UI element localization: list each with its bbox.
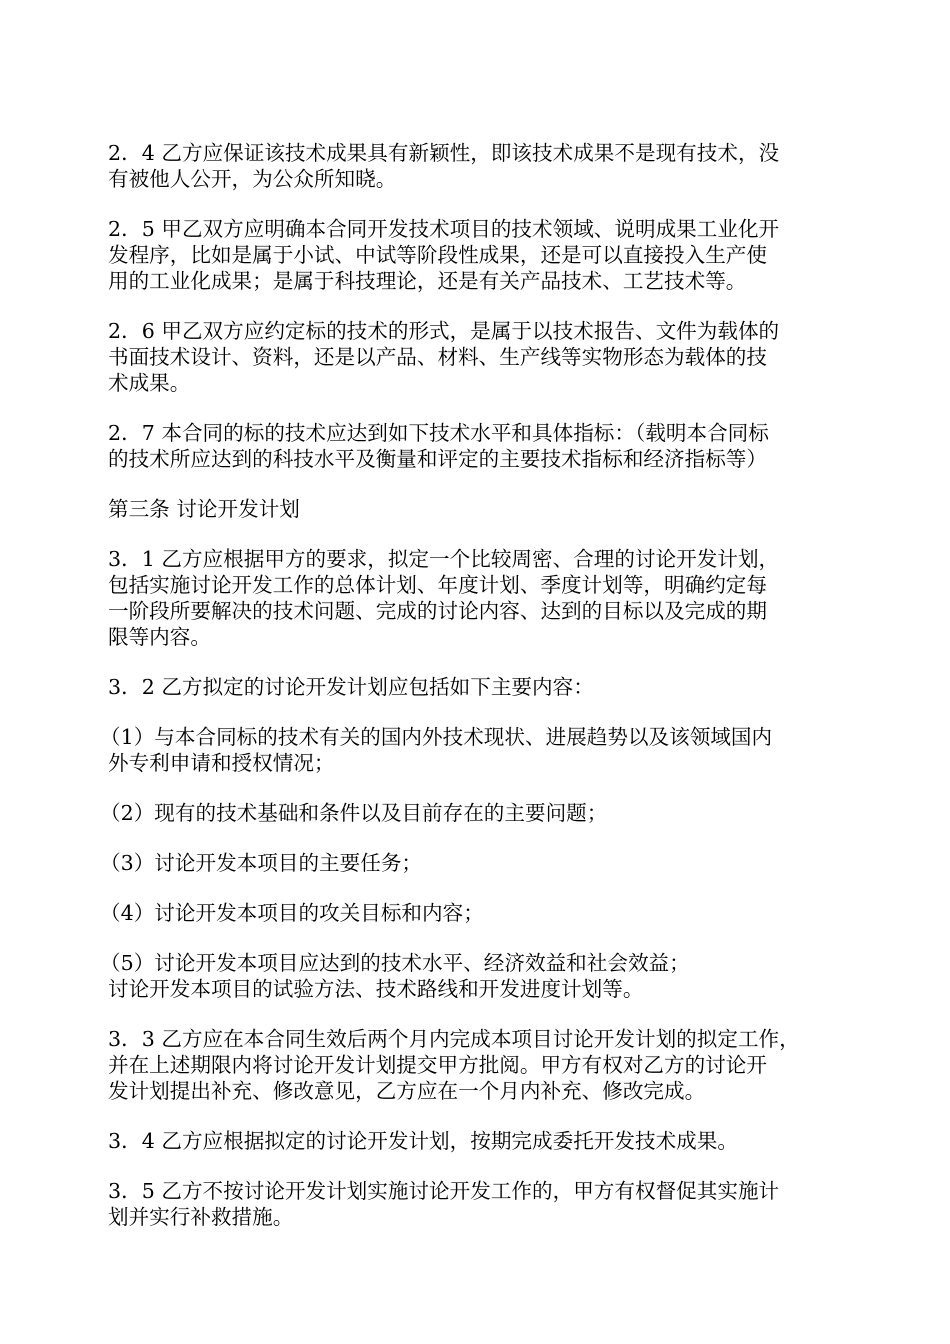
text-line: （3）讨论开发本项目的主要任务； (100, 851, 423, 875)
text-line: （5）讨论开发本项目应达到的技术水平、经济效益和社会效益； (100, 951, 690, 975)
text-line: 3．3 乙方应在本合同生效后两个月内完成本项目讨论开发计划的拟定工作， (108, 1027, 800, 1051)
text-line: 2．6 甲乙双方应约定标的技术的形式，是属于以技术报告、文件为载体的 (108, 319, 780, 343)
text-line: 发计划提出补充、修改意见，乙方应在一个月内补充、修改完成。 (108, 1079, 706, 1103)
text-line: 的技术所应达到的科技水平及衡量和评定的主要技术指标和经济指标等） (108, 447, 767, 471)
text-line: 书面技术设计、资料，还是以产品、材料、生产线等实物形态为载体的技 (108, 345, 767, 369)
text-line: 3．4 乙方应根据拟定的讨论开发计划，按期完成委托开发技术成果。 (108, 1129, 738, 1153)
text-line: 术成果。 (108, 371, 191, 395)
text-line: 2．5 甲乙双方应明确本合同开发技术项目的技术领域、说明成果工业化开 (108, 217, 780, 241)
text-line: 发程序，比如是属于小试、中试等阶段性成果，还是可以直接投入生产使 (108, 243, 767, 267)
text-line: （4）讨论开发本项目的攻关目标和内容； (100, 901, 484, 925)
clause-2-6 (108, 318, 848, 396)
clause-3-2 (108, 674, 848, 700)
text-line: 讨论开发本项目的试验方法、技术路线和开发进度计划等。 (108, 977, 644, 1001)
text-line: 用的工业化成果；是属于科技理论，还是有关产品技术、工艺技术等。 (108, 269, 747, 293)
text-line: 2．4 乙方应保证该技术成果具有新颖性，即该技术成果不是现有技术，没 (108, 141, 780, 165)
clause-3-5 (108, 1178, 848, 1230)
clause-2-4 (108, 140, 848, 192)
clause-3-1 (108, 546, 848, 650)
text-line: 并在上述期限内将讨论开发计划提交甲方批阅。甲方有权对乙方的讨论开 (108, 1053, 767, 1077)
text-line: 3．1 乙方应根据甲方的要求，拟定一个比较周密、合理的讨论开发计划， (108, 547, 780, 571)
list-item-4 (100, 900, 848, 926)
heading-line: 第三条 讨论开发计划 (108, 497, 300, 521)
text-line: 2．7 本合同的标的技术应达到如下技术水平和具体指标：（载明本合同标 (108, 421, 769, 445)
text-line: 外专利申请和授权情况； (108, 751, 335, 775)
list-item-2 (100, 800, 848, 826)
text-line: 有被他人公开，为公众所知晓。 (108, 167, 397, 191)
list-item-5 (100, 950, 848, 1002)
text-line: 一阶段所要解决的技术问题、完成的讨论内容、达到的目标以及完成的期 (108, 599, 767, 623)
clause-2-7 (108, 420, 848, 472)
text-line: 限等内容。 (108, 625, 211, 649)
article-3-heading (108, 496, 848, 522)
text-line: 3．5 乙方不按讨论开发计划实施讨论开发工作的，甲方有权督促其实施计 (108, 1179, 780, 1203)
list-item-3 (100, 850, 848, 876)
document-page (100, 140, 848, 1254)
text-line: 包括实施讨论开发工作的总体计划、年度计划、季度计划等，明确约定每 (108, 573, 767, 597)
text-line: （1）与本合同标的技术有关的国内外技术现状、进展趋势以及该领域国内 (100, 725, 773, 749)
text-line: 3．2 乙方拟定的讨论开发计划应包括如下主要内容： (108, 675, 594, 699)
text-line: （2）现有的技术基础和条件以及目前存在的主要问题； (100, 801, 608, 825)
text-line: 划并实行补救措施。 (108, 1205, 294, 1229)
clause-3-3 (108, 1026, 848, 1104)
clause-3-4 (108, 1128, 848, 1154)
clause-2-5 (108, 216, 848, 294)
list-item-1 (100, 724, 848, 776)
